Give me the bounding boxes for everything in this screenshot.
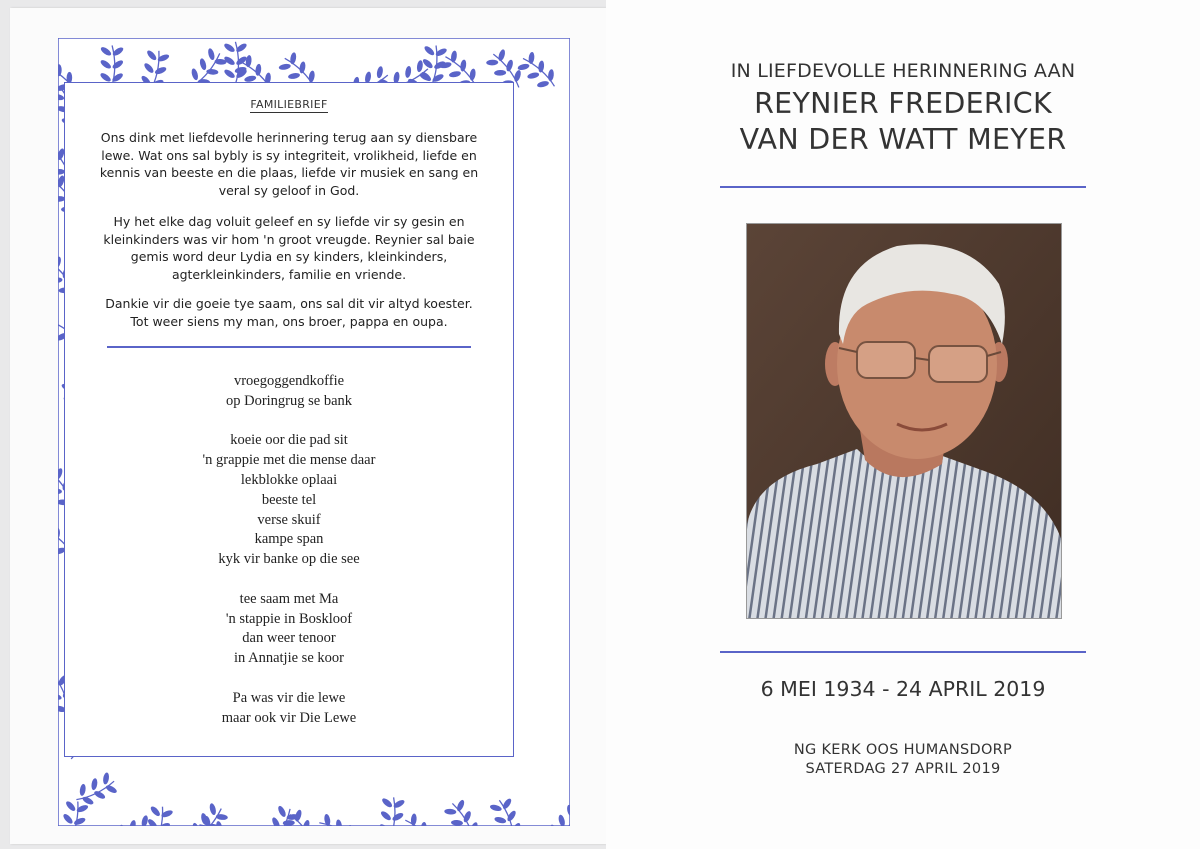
letter-paragraph-1 xyxy=(81,129,497,199)
poem-line: koeie oor die pad sit xyxy=(230,432,348,449)
poem-line: verse skuif xyxy=(257,511,321,528)
name-line-1: REYNIER FREDERICK xyxy=(754,87,1052,120)
text-line: Ons dink met liefdevolle herinnering terug aan sy diensbare xyxy=(100,130,478,145)
service-date: SATERDAG 27 APRIL 2019 xyxy=(805,761,1001,777)
letter-paragraph-2 xyxy=(81,213,497,283)
poem-line: beeste tel xyxy=(261,491,317,508)
text-line: Tot weer siens my man, ons broer, pappa en oupa. xyxy=(130,313,448,329)
text-line: lewe. Wat ons sal bybly is sy integriteit, vrolikheid, liefde en xyxy=(101,147,477,163)
letter-divider xyxy=(107,346,471,348)
poem xyxy=(65,372,513,748)
text-line: Dankie vir die goeie tye saam, ons sal dit vir altyd koester. xyxy=(105,296,473,311)
poem-line: in Annatjie se koor xyxy=(234,650,344,667)
poem-line: op Doringrug se bank xyxy=(225,392,353,409)
poem-stanza-4 xyxy=(65,689,513,729)
poem-line: dan weer tenoor xyxy=(242,630,336,647)
poem-line: Pa was vir die lewe xyxy=(232,689,346,706)
letter-paragraph-3 xyxy=(81,295,497,330)
text-line: kennis van beeste en die plaas, liefde vir musiek en sang en xyxy=(99,165,479,180)
name-line-2: VAN DER WATT MEYER xyxy=(739,123,1067,156)
venue-name: NG KERK OOS HUMANSDORP xyxy=(793,742,1013,758)
text-line: kleinkinders was vir hom 'n groot vreugde. Reynier sal baie xyxy=(103,231,475,247)
right-page-cover xyxy=(606,0,1200,849)
text-line: Hy het elke dag voluit geleef en sy liefde vir sy gesin en xyxy=(113,214,465,229)
text-line: veral sy geloof in God. xyxy=(218,182,360,198)
text-line: agterkleinkinders, familie en vriende. xyxy=(171,266,407,282)
poem-line: vroegoggendkoffie xyxy=(233,373,345,389)
memorial-intro: IN LIEFDEVOLLE HERINNERING AAN xyxy=(730,60,1076,82)
poem-line: 'n grappie met die mense daar xyxy=(202,452,376,469)
poem-line: tee saam met Ma xyxy=(239,590,339,607)
poem-line: kampe span xyxy=(254,531,324,548)
bottom-divider xyxy=(720,651,1086,653)
poem-stanza-1 xyxy=(65,372,513,412)
poem-line: kyk vir banke op die see xyxy=(218,551,360,568)
portrait-photo xyxy=(746,223,1062,619)
letter-title: FAMILIEBRIEF xyxy=(250,98,328,111)
life-dates: 6 MEI 1934 - 24 APRIL 2019 xyxy=(760,677,1046,701)
text-line: gemis word deur Lydia en sy kinders, kleinkinders, xyxy=(130,249,448,264)
top-divider xyxy=(720,186,1086,188)
service-details xyxy=(606,741,1200,779)
deceased-name xyxy=(606,86,1200,158)
poem-stanza-2 xyxy=(65,431,513,570)
left-page xyxy=(10,8,606,844)
family-letter-panel xyxy=(64,82,514,757)
poem-stanza-3 xyxy=(65,590,513,669)
poem-line: maar ook vir Die Lewe xyxy=(221,709,357,726)
poem-line: 'n stappie in Boskloof xyxy=(225,610,353,627)
portrait-illustration xyxy=(747,224,1062,619)
poem-line: lekblokke oplaai xyxy=(240,471,338,488)
